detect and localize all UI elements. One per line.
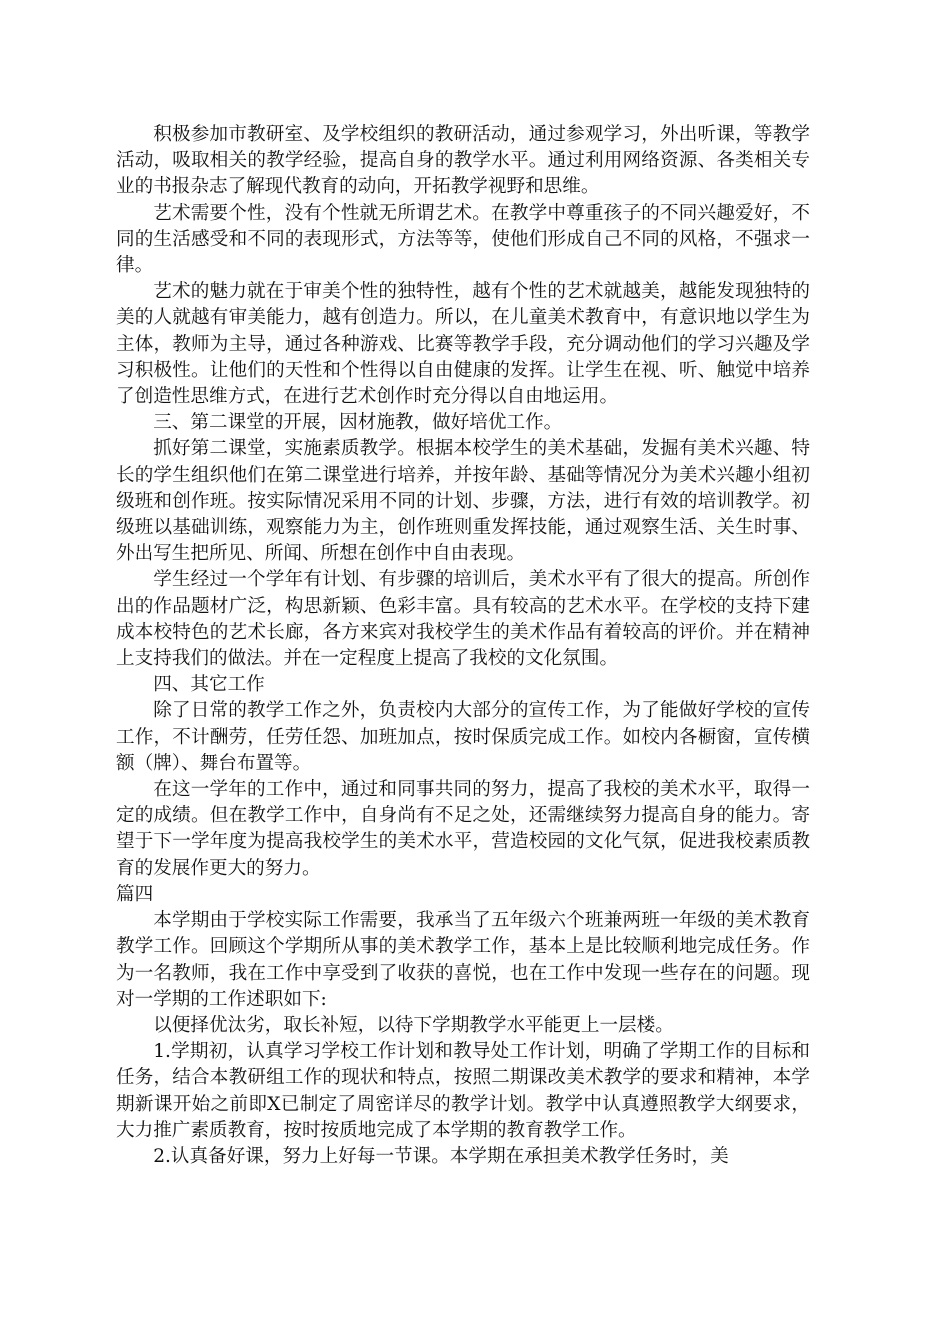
section-heading: 三、第二课堂的开展，因材施教，做好培优工作。 [153,412,563,434]
paragraph: 除了日常的教学工作之外，负责校内大部分的宣传工作，为了能做好学校的宣传工作，不计酬劳，任劳任怨、加班加点，按时保质完成工作。如校内各橱窗，宣传横额（牌）、舞台布置等。 [116,700,810,774]
paragraph: 艺术的魅力就在于审美个性的独特性，越有个性的艺术就越美，越能发现独特的美的人就越有审美能力，越有创造力。所以，在儿童美术教育中，有意识地以学生为主体，教师为主导，通过各种游戏、比赛等教学手段，充分调动他们的学习兴趣及学习积极性。让他们的天性和个性得以自由健康的发挥。让学生在视、听、触觉中培养了创造性思维方式，在进行艺术创作时充分得以自由地运用。 [116,281,810,408]
paragraph: 积极参加市教研室、及学校组织的教研活动，通过参观学习，外出听课，等教学活动，吸取相关的教学经验，提高自身的教学水平。通过利用网络资源、各类相关专业的书报杂志了解现代教育的动向，开拓教学视野和思维。 [116,124,810,198]
paragraph: 学生经过一个学年有计划、有步骤的培训后，美术水平有了很大的提高。所创作出的作品题材广泛，构思新颖、色彩丰富。具有较高的艺术水平。在学校的支持下建成本校特色的艺术长廊，各方来宾对我校学生的美术作品有着较高的评价。并在精神上支持我们的做法。并在一定程度上提高了我校的文化氛围。 [116,569,810,670]
paragraph: 本学期由于学校实际工作需要，我承当了五年级六个班兼两班一年级的美术教育教学工作。回顾这个学期所从事的美术教学工作，基本上是比较顺利地完成任务。作为一名教师，我在工作中享受到了收获的喜悦，也在工作中发现一些存在的问题。现对一学期的工作述职如下: [116,910,810,1010]
paragraph: 艺术需要个性，没有个性就无所谓艺术。在教学中尊重孩子的不同兴趣爱好，不同的生活感受和不同的表现形式，方法等等，使他们形成自己不同的风格，不强求一律。 [116,202,810,277]
paragraph: 以便择优汰劣，取长补短，以待下学期教学水平能更上一层楼。 [153,1014,674,1036]
document-body [116,122,810,1170]
chapter-heading: 篇四 [116,883,154,905]
paragraph: 1.学期初，认真学习学校工作计划和教导处工作计划，明确了学期工作的目标和任务，结合本教研组工作的现状和特点，按照二期课改美术教学的要求和精神，本学期新课开始之前即X已制定了周密详尽的教学计划。教学中认真遵照教学大纲要求，大力推广素质教育，按时按质地完成了本学期的教育教学工作。 [116,1041,810,1141]
paragraph: 在这一学年的工作中，通过和同事共同的努力，提高了我校的美术水平，取得一定的成绩。但在教学工作中，自身尚有不足之处，还需继续努力提高自身的能力。寄望于下一学年度为提高我校学生的美术水平，营造校园的文化气氛，促进我校素质教育的发展作更大的努力。 [116,779,810,879]
paragraph: 抓好第二课堂，实施素质教学。根据本校学生的美术基础，发掘有美术兴趣、特长的学生组织他们在第二课堂进行培养，并按年龄、基础等情况分为美术兴趣小组初级班和创作班。按实际情况采用不同的计划、步骤，方法，进行有效的培训教学。初级班以基础训练，观察能力为主，创作班则重发挥技能，通过观察生活、关生时事、外出写生把所见、所闻、所想在创作中自由表现。 [116,438,810,565]
paragraph: 2.认真备好课，努力上好每一节课。本学期在承担美术教学任务时，美 [153,1145,729,1167]
section-heading: 四、其它工作 [153,674,265,696]
